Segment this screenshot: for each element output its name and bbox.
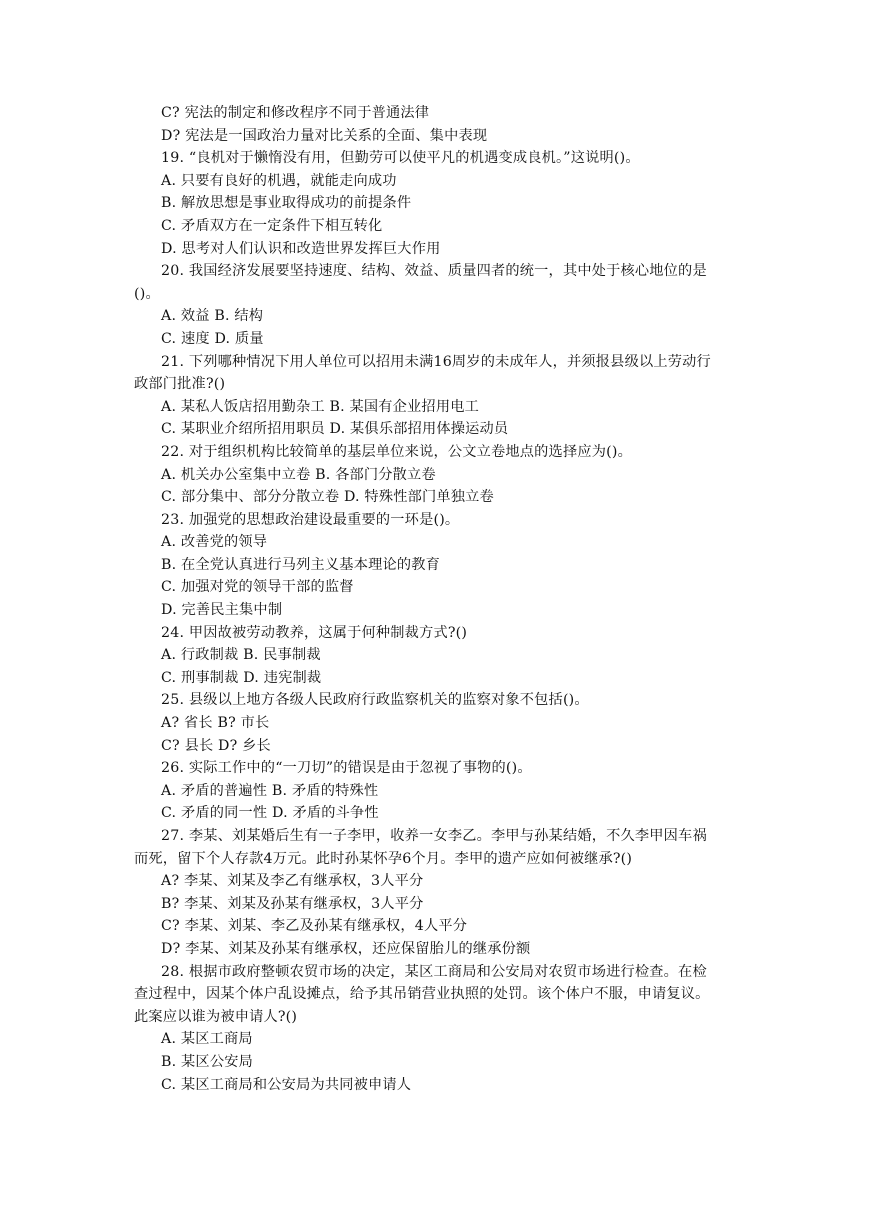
text-line: A. 只要有良好的机遇，就能走向成功 — [161, 172, 397, 189]
text-line: A. 行政制裁 B. 民事制裁 — [161, 647, 321, 664]
text-line: 政部门批准?() — [134, 376, 226, 393]
text-line: C. 部分集中、部分分散立卷 D. 特殊性部门单独立卷 — [161, 489, 494, 506]
text-line: 25. 县级以上地方各级人民政府行政监察机关的监察对象不包括()。 — [161, 692, 589, 709]
text-line: B. 解放思想是事业取得成功的前提条件 — [161, 195, 412, 212]
text-line: C? 李某、刘某、李乙及孙某有继承权，4人平分 — [161, 918, 468, 935]
text-line: 21. 下列哪种情况下用人单位可以招用未满16周岁的未成年人，并须报县级以上劳动行 — [161, 353, 711, 370]
document-body — [0, 102, 869, 1096]
text-line: C. 刑事制裁 D. 违宪制裁 — [161, 669, 322, 686]
text-line: B. 某区公安局 — [161, 1053, 253, 1070]
text-line: 查过程中，因某个体户乱设摊点，给予其吊销营业执照的处罚。该个体户不服，申请复议。 — [134, 986, 710, 1003]
text-line: A? 李某、刘某及李乙有继承权，3人平分 — [161, 873, 424, 890]
text-line: 23. 加强党的思想政治建设最重要的一环是()。 — [161, 511, 460, 528]
text-line: C. 矛盾的同一性 D. 矛盾的斗争性 — [161, 805, 379, 822]
text-line: C. 加强对党的领导干部的监督 — [161, 579, 354, 596]
text-line: A. 效益 B. 结构 — [161, 308, 264, 325]
text-line: C. 矛盾双方在一定条件下相互转化 — [161, 217, 383, 234]
text-line: A? 省长 B? 市长 — [161, 715, 270, 732]
text-line: D. 完善民主集中制 — [161, 602, 283, 619]
text-line: 19. “良机对于懒惰没有用，但勤劳可以使平凡的机遇变成良机。”这说明()。 — [161, 150, 640, 167]
text-line: 26. 实际工作中的“一刀切”的错误是由于忽视了事物的()。 — [161, 760, 532, 777]
text-line: C? 县长 D? 乡长 — [161, 737, 271, 754]
text-line: ()。 — [134, 285, 160, 302]
text-line: D. 思考对人们认识和改造世界发挥巨大作用 — [161, 240, 441, 257]
text-line: A. 改善党的领导 — [161, 534, 268, 551]
text-line: C. 速度 D. 质量 — [161, 330, 264, 347]
text-line: A. 机关办公室集中立卷 B. 各部门分散立卷 — [161, 466, 436, 483]
text-line: 28. 根据市政府整顿农贸市场的决定，某区工商局和公安局对农贸市场进行检查。在检 — [161, 963, 707, 980]
text-line: 20. 我国经济发展要坚持速度、结构、效益、质量四者的统一，其中处于核心地位的是 — [161, 263, 707, 280]
text-line: C. 某职业介绍所招用职员 D. 某俱乐部招用体操运动员 — [161, 421, 509, 438]
text-line: A. 某私人饭店招用勤杂工 B. 某国有企业招用电工 — [161, 398, 479, 415]
text-line: A. 某区工商局 — [161, 1031, 253, 1048]
text-line: A. 矛盾的普遍性 B. 矛盾的特殊性 — [161, 782, 379, 799]
text-line: C. 某区工商局和公安局为共同被申请人 — [161, 1076, 412, 1093]
text-line: 27. 李某、刘某婚后生有一子李甲，收养一女李乙。李甲与孙某结婚，不久李甲因车祸 — [161, 828, 707, 844]
text-line: 22. 对于组织机构比较简单的基层单位来说，公文立卷地点的选择应为()。 — [161, 443, 632, 460]
text-line: C? 宪法的制定和修改程序不同于普通法律 — [161, 105, 430, 121]
text-line: 24. 甲因故被劳动教养，这属于何种制裁方式?() — [161, 624, 468, 641]
text-line: D? 李某、刘某及孙某有继承权，还应保留胎儿的继承份额 — [161, 940, 531, 957]
text-line: B. 在全党认真进行马列主义基本理论的教育 — [161, 556, 441, 573]
text-line: D? 宪法是一国政治力量对比关系的全面、集中表现 — [161, 127, 488, 144]
text-line: 而死，留下个人存款4万元。此时孙某怀孕6个月。李甲的遗产应如何被继承?() — [134, 850, 633, 867]
text-line: 此案应以谁为被申请人?() — [134, 1008, 298, 1025]
text-line: B? 李某、刘某及孙某有继承权，3人平分 — [161, 895, 424, 912]
